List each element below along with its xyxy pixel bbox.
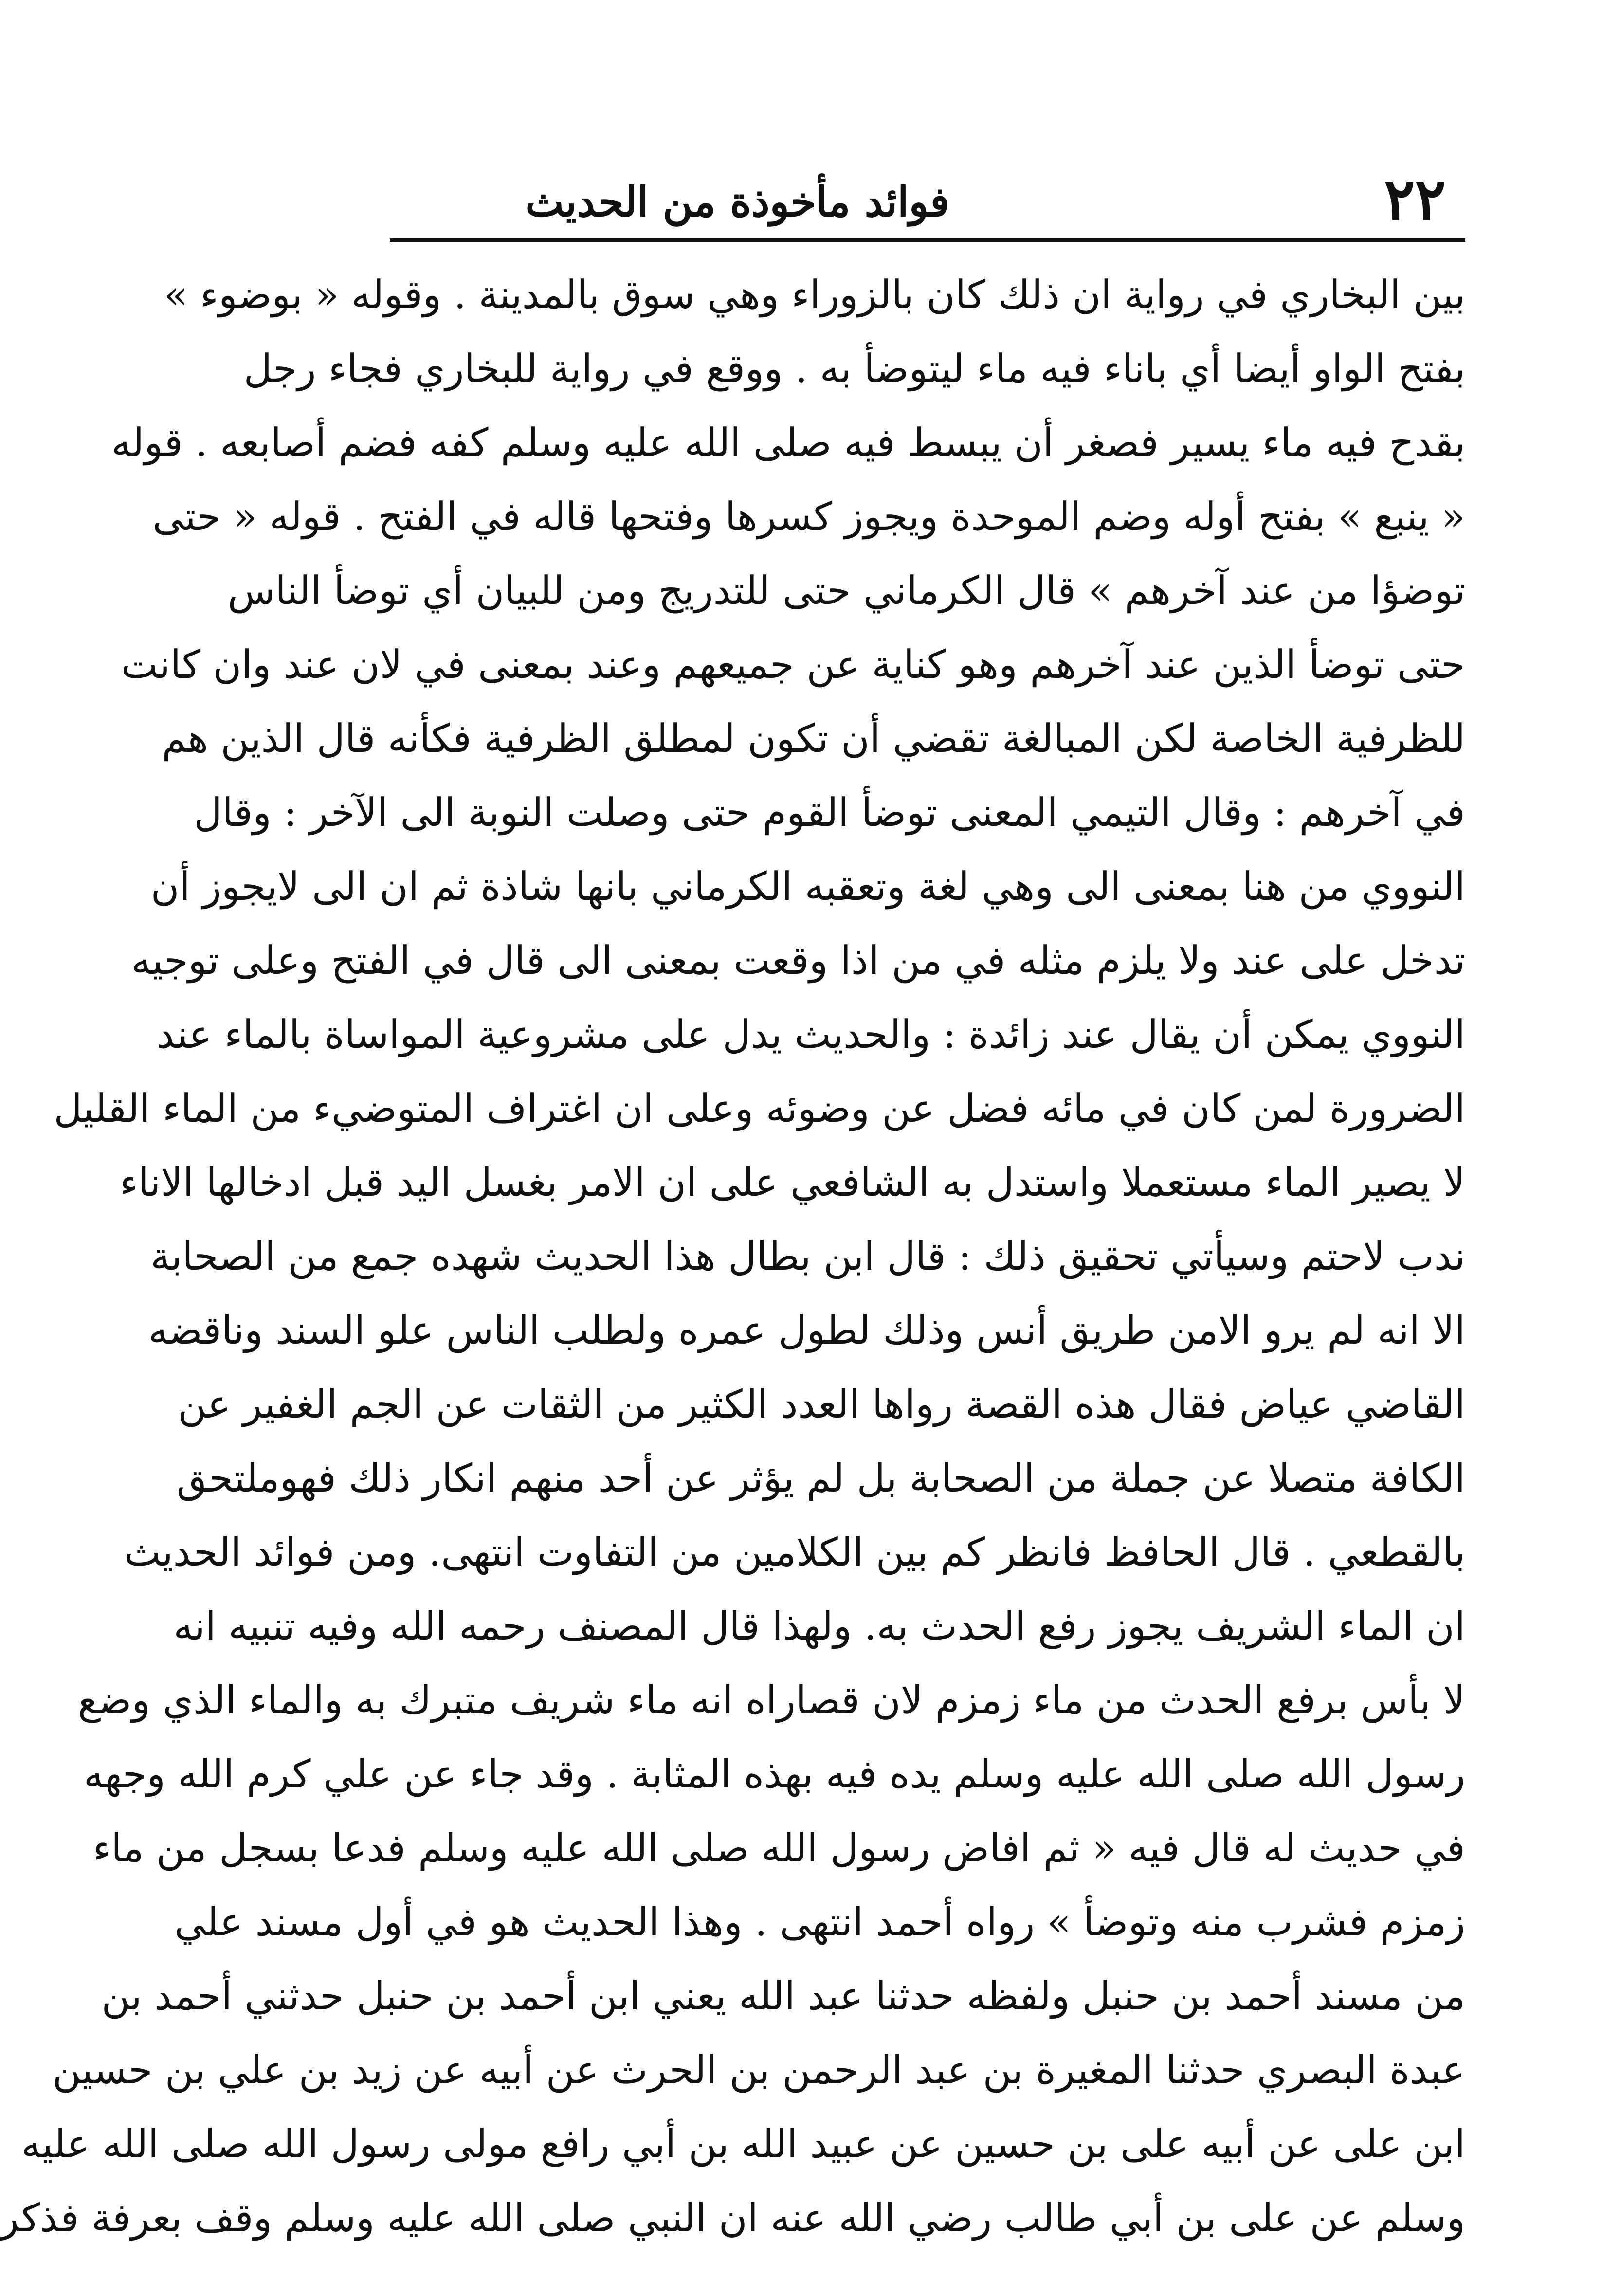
text-line: في آخرهم : وقال التيمي المعنى توضأ القوم حتى وصلت النوبة الى الآخر : وقال [194,790,1465,835]
header-rule [390,238,1465,242]
text-line: بفتح الواو أيضا أي باناء فيه ماء ليتوضأ به . ووقع في رواية للبخاري فجاء رجل [243,346,1465,391]
body-text [0,258,1465,2255]
text-line: بين البخاري في رواية ان ذلك كان بالزوراء وهي سوق بالمدينة . وقوله « بوضوء » [164,272,1465,317]
text-line: الضرورة لمن كان في مائه فضل عن وضوئه وعلى ان اغتراف المتوضيء من الماء القليل [54,1086,1465,1131]
text-line: للظرفية الخاصة لكن المبالغة تقضي أن تكون لمطلق الظرفية فكأنه قال الذين هم [162,716,1465,761]
text-line: النووي يمكن أن يقال عند زائدة : والحديث يدل على مشروعية المواساة بالماء عند [156,1012,1465,1057]
text-line: توضؤا من عند آخرهم » قال الكرماني حتى للتدريج ومن للبيان أي توضأ الناس [227,568,1465,613]
text-line: ندب لاحتم وسيأتي تحقيق ذلك : قال ابن بطال هذا الحديث شهده جمع من الصحابة [150,1234,1465,1279]
text-line: الا انه لم يرو الامن طريق أنس وذلك لطول عمره ولطلب الناس علو السند وناقضه [148,1308,1465,1353]
text-line: حتى توضأ الذين عند آخرهم وهو كناية عن جميعهم وعند بمعنى في لان عند وان كانت [121,642,1465,687]
text-line: لا يصير الماء مستعملا واستدل به الشافعي على ان الامر بغسل اليد قبل ادخالها الاناء [119,1160,1465,1205]
running-title: فوائد مأخوذة من الحديث [525,178,949,226]
text-line: لا بأس برفع الحدث من ماء زمزم لان قصاراه انه ماء شريف متبرك به والماء الذي وضع [77,1677,1465,1723]
text-line: النووي من هنا بمعنى الى وهي لغة وتعقبه الكرماني بانها شاذة ثم ان الى لايجوز أن [150,864,1465,909]
page-number: ٢٢ [1384,165,1446,233]
text-line: بقدح فيه ماء يسير فصغر أن يبسط فيه صلى الله عليه وسلم كفه فضم أصابعه . قوله [111,420,1465,465]
text-line: زمزم فشرب منه وتوضأ » رواه أحمد انتهى . وهذا الحديث هو في أول مسند علي [174,1899,1465,1945]
text-line: ابن على عن أبيه على بن حسين عن عبيد الله بن أبي رافع مولى رسول الله صلى الله عليه [21,2121,1465,2167]
text-line: وسلم عن على بن أبي طالب رضي الله عنه ان النبي صلى الله عليه وسلم وقف بعرفة فذكر [0,2195,1465,2241]
text-line: عبدة البصري حدثنا المغيرة بن عبد الرحمن بن الحرث عن أبيه عن زيد بن علي بن حسين [52,2047,1465,2093]
text-line: القاضي عياض فقال هذه القصة رواها العدد الكثير من الثقات عن الجم الغفير عن [178,1382,1465,1427]
text-line: في حديث له قال فيه « ثم افاض رسول الله صلى الله عليه وسلم فدعا بسجل من ماء [92,1825,1465,1871]
text-line: تدخل على عند ولا يلزم مثله في من اذا وقعت بمعنى الى قال في الفتح وعلى توجيه [131,938,1465,983]
text-line: الكافة متصلا عن جملة من الصحابة بل لم يؤثر عن أحد منهم انكار ذلك فهوملتحق [176,1456,1465,1501]
text-line: بالقطعي . قال الحافظ فانظر كم بين الكلامين من التفاوت انتهى. ومن فوائد الحديث [124,1530,1465,1575]
text-line: ان الماء الشريف يجوز رفع الحدث به. ولهذا قال المصنف رحمه الله وفيه تنبيه انه [173,1604,1465,1649]
text-line: « ينبع » بفتح أوله وضم الموحدة ويجوز كسرها وفتحها قاله في الفتح . قوله « حتى [152,494,1465,539]
text-line: من مسند أحمد بن حنبل ولفظه حدثنا عبد الله يعني ابن أحمد بن حنبل حدثني أحمد بن [101,1973,1465,2019]
text-line: رسول الله صلى الله عليه وسلم يده فيه بهذه المثابة . وقد جاء عن علي كرم الله وجهه [84,1751,1465,1797]
page-header [390,165,1465,238]
